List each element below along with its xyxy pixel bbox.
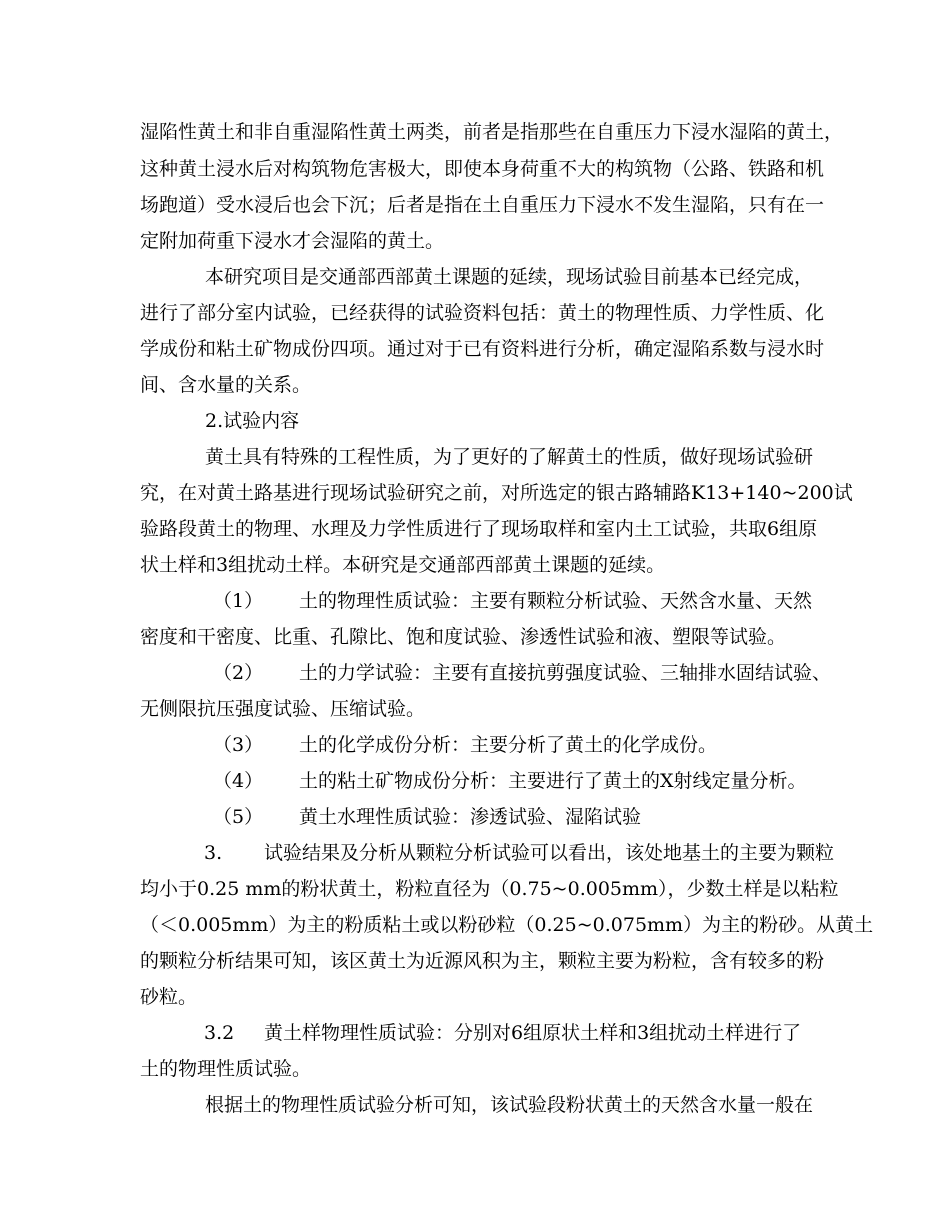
paragraph-line: 黄土具有特殊的工程性质，为了更好的了解黄土的性质，做好现场试验研 — [205, 446, 814, 468]
list-item — [213, 589, 812, 613]
paragraph-line: 状土样和3组扰动土样。本研究是交通部西部黄土课题的延续。 — [140, 554, 666, 576]
list-item-number: （4） — [213, 770, 264, 792]
list-item-text: 土的粘土矿物成份分析：主要进行了黄土的X射线定量分析。 — [299, 770, 807, 792]
list-item — [213, 769, 807, 793]
paragraph-line: 密度和干密度、比重、孔隙比、饱和度试验、渗透性试验和液、塑限等试验。 — [140, 626, 787, 648]
list-item — [213, 661, 831, 685]
section-line — [204, 841, 834, 865]
list-item — [213, 733, 717, 757]
paragraph-line: 定附加荷重下浸水才会湿陷的黄土。 — [140, 230, 445, 252]
paragraph-line: 根据土的物理性质试验分析可知，该试验段粉状黄土的天然含水量一般在 — [205, 1094, 814, 1116]
section-line — [204, 1021, 801, 1045]
paragraph-line: 场跑道）受水浸后也会下沉；后者是指在土自重压力下浸水不发生湿陷，只有在一 — [140, 194, 825, 216]
list-item-number: （1） — [213, 590, 264, 612]
list-item-text: 土的物理性质试验：主要有颗粒分析试验、天然含水量、天然 — [299, 590, 813, 612]
list-item-text: 土的力学试验：主要有直接抗剪强度试验、三轴排水固结试验、 — [299, 662, 832, 684]
list-item-number: （3） — [213, 734, 264, 756]
list-item — [213, 805, 641, 829]
paragraph-line: 验路段黄土的物理、水理及力学性质进行了现场取样和室内土工试验，共取6组原 — [140, 518, 818, 540]
paragraph-line: 间、含水量的关系。 — [140, 374, 312, 396]
paragraph-line: 学成份和粘土矿物成份四项。通过对于已有资料进行分析，确定湿陷系数与浸水时 — [140, 338, 825, 360]
section-text: 试验结果及分析从颗粒分析试验可以看出，该处地基土的主要为颗粒 — [264, 842, 835, 864]
list-item-number: （2） — [213, 662, 264, 684]
list-item-text: 黄土水理性质试验：渗透试验、湿陷试验 — [299, 806, 642, 828]
paragraph-line: （＜0.005mm）为主的粉质粘土或以粉砂粒（0.25~0.075mm）为主的粉砂。从黄土 — [140, 914, 874, 936]
paragraph-line: 湿陷性黄土和非自重湿陷性黄土两类，前者是指那些在自重压力下浸水湿陷的黄土， — [140, 121, 844, 143]
paragraph-line: 本研究项目是交通部西部黄土课题的延续，现场试验目前基本已经完成， — [205, 266, 814, 288]
section-number: 3.2 — [204, 1022, 235, 1044]
paragraph-line: 进行了部分室内试验，已经获得的试验资料包括：黄土的物理性质、力学性质、化 — [140, 302, 825, 324]
list-item-number: （5） — [213, 806, 264, 828]
paragraph-line: 无侧限抗压强度试验、压缩试验。 — [140, 698, 426, 720]
paragraph-line: 均小于0.25 mm的粉状黄土，粉粒直径为（0.75~0.005mm），少数土样是以粘粒 — [140, 878, 839, 900]
paragraph-line: 究，在对黄土路基进行现场试验研究之前，对所选定的银古路辅路K13+140~200试 — [140, 482, 853, 504]
paragraph-line: 的颗粒分析结果可知，该区黄土为近源风积为主，颗粒主要为粉粒，含有较多的粉 — [140, 950, 825, 972]
paragraph-line: 土的物理性质试验。 — [140, 1058, 312, 1080]
section-heading: 2.试验内容 — [205, 410, 300, 432]
section-number: 3. — [204, 842, 223, 864]
section-text: 黄土样物理性质试验：分别对6组原状土样和3组扰动土样进行了 — [264, 1022, 802, 1044]
paragraph-line: 砂粒。 — [140, 986, 198, 1008]
list-item-text: 土的化学成份分析：主要分析了黄土的化学成份。 — [299, 734, 718, 756]
paragraph-line: 这种黄土浸水后对构筑物危害极大，即使本身荷重不大的构筑物（公路、铁路和机 — [140, 158, 825, 180]
